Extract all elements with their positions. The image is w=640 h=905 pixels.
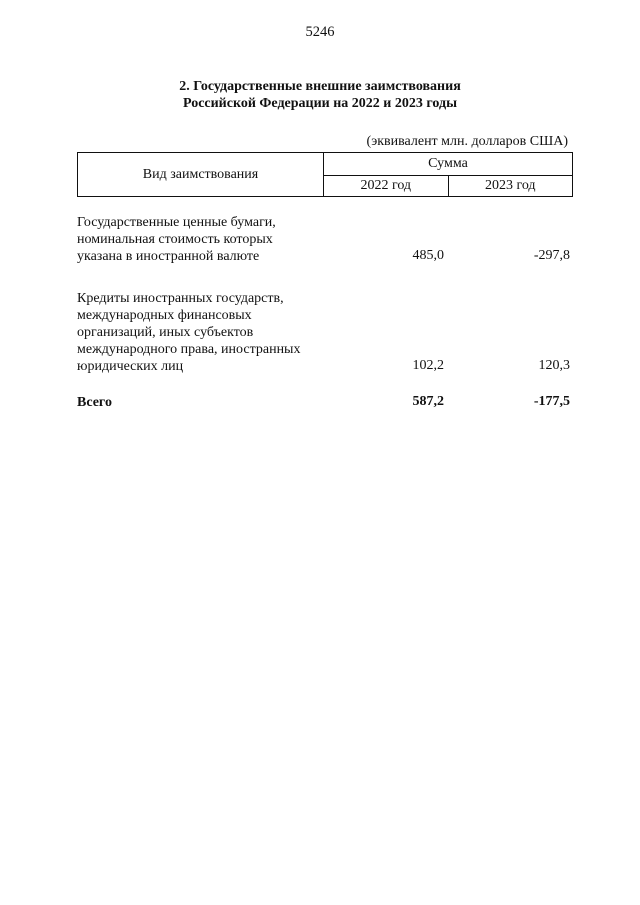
row-1-line-2: номинальная стоимость которых [77, 232, 273, 247]
row-1-value-2022: 485,0 [412, 248, 444, 263]
row-2-line-1: Кредиты иностранных государств, [77, 291, 284, 306]
units-note: (эквивалент млн. долларов США) [366, 134, 568, 149]
section-title-line-2: Российской Федерации на 2022 и 2023 годы [182, 96, 457, 111]
header-borrowing-type: Вид заимствования [78, 153, 324, 197]
total-value-2023: -177,5 [533, 394, 570, 409]
row-2-line-2: международных финансовых [77, 308, 252, 323]
row-2-line-3: организаций, иных субъектов [77, 325, 254, 340]
row-2-value-2022: 102,2 [412, 358, 444, 373]
row-2-line-5: юридических лиц [77, 359, 184, 374]
section-title [0, 78, 640, 112]
header-year-2023: 2023 год [448, 176, 573, 197]
row-2-line-4: международного права, иностранных [77, 342, 301, 357]
header-sum: Сумма [324, 153, 573, 176]
section-title-line-1: 2. Государственные внешние заимствования [179, 79, 461, 94]
total-value-2022: 587,2 [412, 394, 444, 409]
table-header [77, 152, 573, 197]
row-1-value-2023: -297,8 [533, 248, 570, 263]
row-2-value-2023: 120,3 [538, 358, 570, 373]
table-row-securities-label [77, 214, 321, 265]
row-1-line-1: Государственные ценные бумаги, [77, 215, 276, 230]
page-number: 5246 [305, 24, 335, 40]
header-year-2022: 2022 год [324, 176, 449, 197]
row-1-line-3: указана в иностранной валюте [77, 249, 260, 264]
table-row-credits-label [77, 290, 321, 375]
total-label: Всего [77, 395, 112, 410]
